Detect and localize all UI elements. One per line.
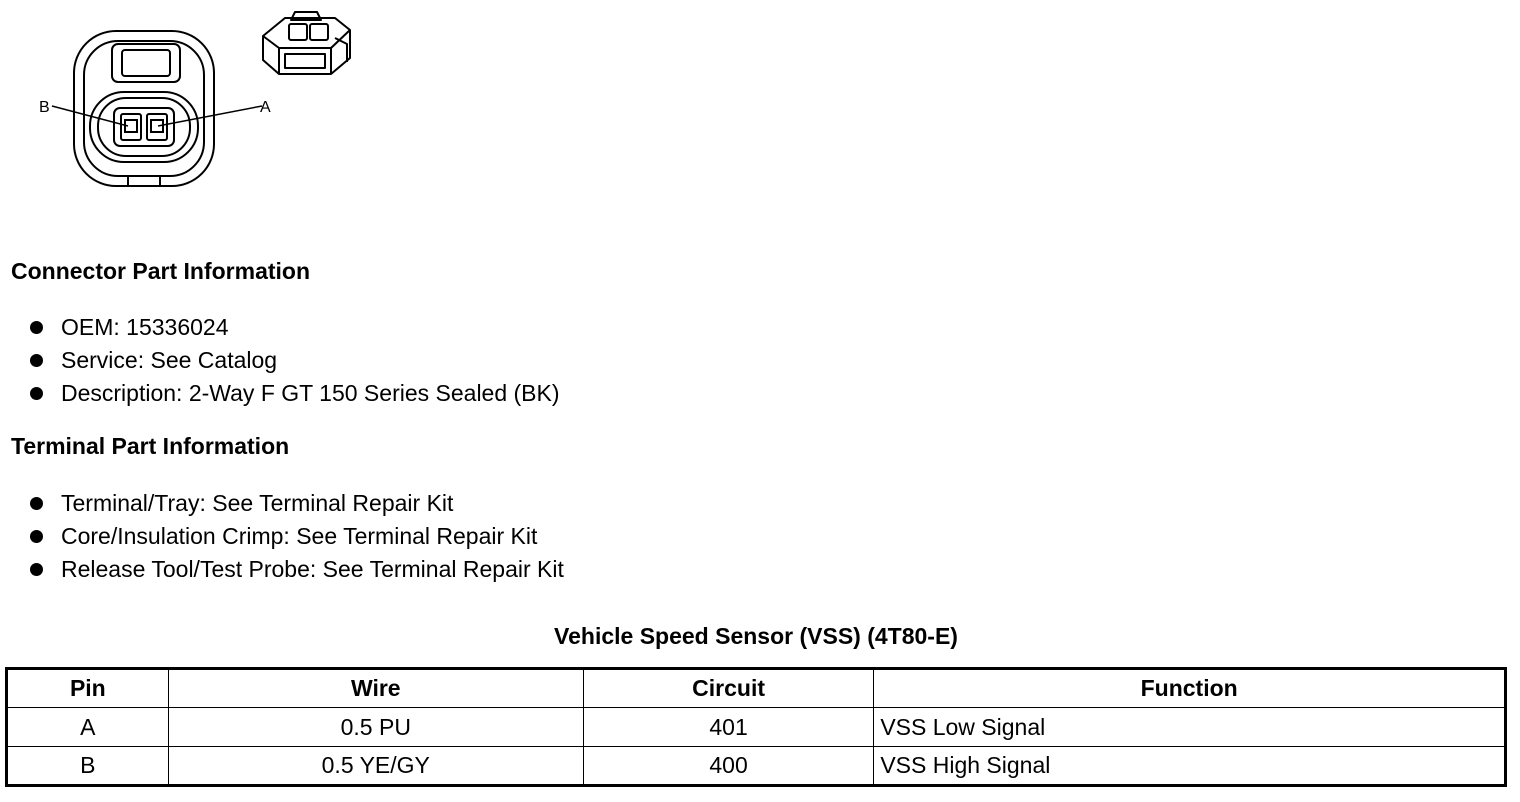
- bullet-icon: [30, 530, 43, 543]
- column-header-function: Function: [874, 669, 1506, 708]
- list-item-text: Service: See Catalog: [61, 347, 278, 373]
- table-row: [7, 708, 1506, 747]
- pin-cell: A: [7, 708, 169, 747]
- column-header-circuit: Circuit: [583, 669, 873, 708]
- list-item-text: OEM: 15336024: [61, 314, 229, 340]
- terminal-part-info-heading: Terminal Part Information: [11, 433, 290, 459]
- pin-table: [5, 667, 1507, 787]
- list-item-text: Release Tool/Test Probe: See Terminal Repair Kit: [61, 556, 564, 582]
- table-header-row: [7, 669, 1506, 708]
- pin-b-callout: B: [39, 99, 50, 116]
- connector-part-info-heading: Connector Part Information: [11, 258, 311, 284]
- function-cell: VSS High Signal: [874, 747, 1506, 786]
- bullet-icon: [30, 354, 43, 367]
- circuit-cell: 401: [583, 708, 873, 747]
- circuit-cell: 400: [583, 747, 873, 786]
- connector-3d-illustration: [255, 8, 365, 83]
- connector-part-info-list: [30, 311, 560, 410]
- pin-cell: B: [7, 747, 169, 786]
- wire-cell: 0.5 PU: [168, 708, 583, 747]
- column-header-wire: Wire: [168, 669, 583, 708]
- function-cell: VSS Low Signal: [874, 708, 1506, 747]
- bullet-icon: [30, 387, 43, 400]
- list-item: [30, 311, 560, 344]
- list-item: [30, 520, 564, 553]
- bullet-icon: [30, 563, 43, 576]
- terminal-part-info-list: [30, 487, 564, 586]
- list-item-text: Description: 2-Way F GT 150 Series Sealed (BK): [61, 380, 560, 406]
- list-item-text: Core/Insulation Crimp: See Terminal Repair Kit: [61, 523, 538, 549]
- pin-table-title: Vehicle Speed Sensor (VSS) (4T80-E): [554, 623, 958, 649]
- list-item-text: Terminal/Tray: See Terminal Repair Kit: [61, 490, 454, 516]
- pin-a-callout: A: [260, 99, 271, 116]
- list-item: [30, 344, 560, 377]
- list-item: [30, 487, 564, 520]
- connector-isometric-view: [255, 8, 365, 83]
- bullet-icon: [30, 321, 43, 334]
- wire-cell: 0.5 YE/GY: [168, 747, 583, 786]
- bullet-icon: [30, 497, 43, 510]
- list-item: [30, 377, 560, 410]
- table-row: [7, 747, 1506, 786]
- column-header-pin: Pin: [7, 669, 169, 708]
- list-item: [30, 553, 564, 586]
